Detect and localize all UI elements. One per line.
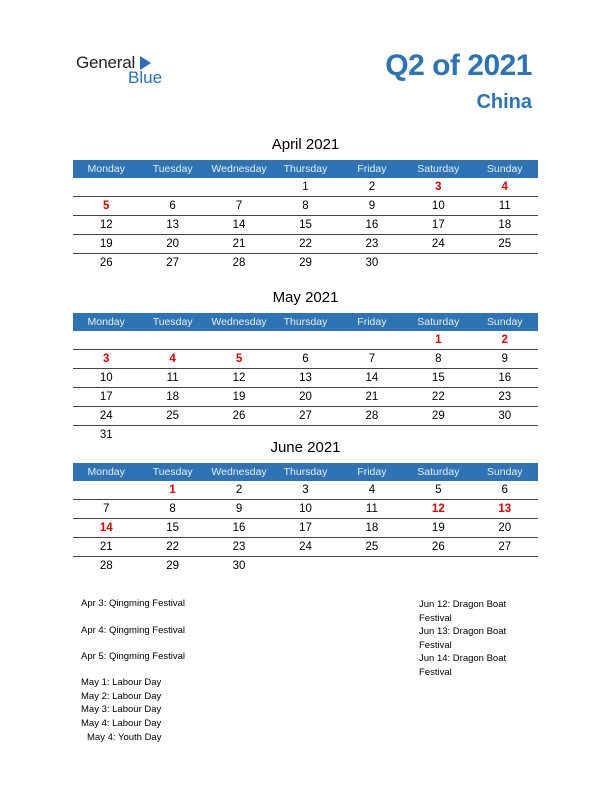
day-cell: 8 xyxy=(169,503,176,515)
holiday-entry: Jun 12: Dragon Boat Festival xyxy=(419,599,507,624)
day-cell: 19 xyxy=(99,238,113,250)
weekday-label: Thursday xyxy=(283,316,328,328)
day-cell: 29 xyxy=(166,560,180,572)
weekday-header xyxy=(73,463,538,481)
weekday-label: Saturday xyxy=(417,466,460,478)
week-row xyxy=(73,519,538,538)
day-cell: 26 xyxy=(431,541,445,553)
day-cell: 28 xyxy=(232,257,246,269)
holiday-day-cell: 1 xyxy=(169,484,176,496)
day-cell: 25 xyxy=(498,238,512,250)
day-cell: 8 xyxy=(435,353,442,365)
day-cell xyxy=(339,331,405,349)
day-cell: 7 xyxy=(103,503,110,515)
holiday-entry: Jun 14: Dragon Boat Festival xyxy=(419,653,507,678)
day-cell: 15 xyxy=(431,372,445,384)
month-title: April 2021 xyxy=(271,136,340,153)
day-cell xyxy=(73,481,139,499)
weekday-label: Wednesday xyxy=(211,466,267,478)
day-cell: 13 xyxy=(166,219,180,231)
day-cell: 17 xyxy=(99,391,113,403)
week-row xyxy=(73,235,538,254)
weekday-label: Monday xyxy=(87,316,125,328)
day-cell: 26 xyxy=(99,257,113,269)
holiday-list-right xyxy=(419,598,529,679)
day-cell: 28 xyxy=(99,560,113,572)
weekday-label: Saturday xyxy=(417,316,460,328)
day-cell xyxy=(139,178,205,196)
day-cell: 19 xyxy=(232,391,246,403)
weekday-label: Tuesday xyxy=(152,316,193,328)
day-cell: 24 xyxy=(99,410,113,422)
day-cell: 7 xyxy=(235,200,243,212)
day-cell: 6 xyxy=(169,200,176,212)
holiday-entry: Apr 5: Qingming Festival xyxy=(81,651,186,662)
day-cell: 27 xyxy=(299,410,312,422)
day-cell: 1 xyxy=(302,181,309,193)
day-cell: 19 xyxy=(431,522,445,534)
day-cell: 10 xyxy=(299,503,312,515)
day-cell: 24 xyxy=(299,541,312,553)
day-cell: 23 xyxy=(232,541,246,553)
week-row xyxy=(73,254,538,272)
holiday-day-cell: 5 xyxy=(235,353,243,365)
day-cell: 30 xyxy=(498,410,512,422)
weekday-label: Thursday xyxy=(283,466,328,478)
day-cell: 3 xyxy=(302,484,309,496)
week-row xyxy=(73,538,538,557)
day-cell: 5 xyxy=(435,484,442,496)
weekday-label: Sunday xyxy=(486,163,523,175)
day-cell: 4 xyxy=(368,484,376,496)
holiday-day-cell: 5 xyxy=(103,200,110,212)
day-cell: 21 xyxy=(232,238,246,250)
day-cell: 11 xyxy=(166,372,179,384)
week-row xyxy=(73,216,538,235)
day-cell: 27 xyxy=(166,257,180,269)
day-cell: 27 xyxy=(498,541,512,553)
month-title: June 2021 xyxy=(270,439,341,456)
day-cell: 25 xyxy=(365,541,379,553)
day-cell: 12 xyxy=(99,219,113,231)
day-cell: 29 xyxy=(299,257,312,269)
holiday-entry: May 2: Labour Day xyxy=(81,691,162,702)
month-calendar xyxy=(73,134,538,272)
weekday-header xyxy=(73,313,538,331)
day-cell: 9 xyxy=(501,353,508,365)
day-cell: 20 xyxy=(498,522,512,534)
holiday-day-cell: 3 xyxy=(435,181,442,193)
day-cell: 21 xyxy=(365,391,379,403)
day-cell: 10 xyxy=(99,372,113,384)
day-cell: 22 xyxy=(299,238,312,250)
day-cell: 7 xyxy=(368,353,376,365)
month-title: May 2021 xyxy=(272,289,339,306)
week-row xyxy=(73,407,538,426)
week-row xyxy=(73,350,538,369)
weekday-label: Thursday xyxy=(283,163,328,175)
day-cell xyxy=(206,178,272,196)
month-calendar xyxy=(73,437,538,575)
day-cell: 12 xyxy=(232,372,246,384)
day-cell: 20 xyxy=(166,238,180,250)
logo-blue-text: Blue xyxy=(128,68,163,87)
day-cell: 18 xyxy=(365,522,379,534)
weekday-label: Sunday xyxy=(486,466,523,478)
holiday-day-cell: 2 xyxy=(501,334,508,346)
day-cell: 24 xyxy=(431,238,445,250)
day-cell xyxy=(73,178,139,196)
day-cell: 28 xyxy=(365,410,379,422)
day-cell xyxy=(405,254,471,272)
day-cell xyxy=(472,254,538,272)
weekday-label: Monday xyxy=(87,163,125,175)
day-cell: 22 xyxy=(431,391,445,403)
day-cell: 26 xyxy=(232,410,246,422)
day-cell: 8 xyxy=(302,200,309,212)
weekday-header xyxy=(73,160,538,178)
day-cell: 22 xyxy=(166,541,180,553)
day-cell: 6 xyxy=(501,484,508,496)
day-cell xyxy=(272,331,338,349)
day-cell: 20 xyxy=(299,391,312,403)
weekday-label: Wednesday xyxy=(211,316,267,328)
day-cell: 11 xyxy=(498,200,511,212)
holiday-day-cell: 4 xyxy=(501,181,508,193)
weekday-label: Friday xyxy=(357,316,387,328)
week-row xyxy=(73,388,538,407)
day-cell: 9 xyxy=(368,200,376,212)
page-title: Q2 of 2021 xyxy=(385,49,532,82)
holiday-day-cell: 4 xyxy=(169,353,176,365)
country-name: China xyxy=(476,91,532,113)
day-cell: 14 xyxy=(232,219,246,231)
day-cell xyxy=(139,331,205,349)
holiday-day-cell: 13 xyxy=(498,503,512,515)
weekday-label: Monday xyxy=(87,466,125,478)
day-cell: 31 xyxy=(99,429,113,441)
week-row xyxy=(73,178,538,197)
logo-general-text: General xyxy=(76,53,136,72)
week-row xyxy=(73,481,538,500)
day-cell: 30 xyxy=(365,257,379,269)
day-cell: 15 xyxy=(166,522,180,534)
week-row xyxy=(73,557,538,575)
holiday-day-cell: 1 xyxy=(435,334,442,346)
holiday-entry: May 1: Labour Day xyxy=(81,677,162,688)
day-cell xyxy=(206,331,272,349)
day-cell: 6 xyxy=(302,353,309,365)
weekday-label: Saturday xyxy=(417,163,460,175)
day-cell: 2 xyxy=(235,484,243,496)
day-cell: 17 xyxy=(299,522,312,534)
week-row xyxy=(73,331,538,350)
holiday-day-cell: 14 xyxy=(99,522,113,534)
day-cell: 10 xyxy=(431,200,445,212)
weekday-label: Friday xyxy=(357,163,387,175)
day-cell xyxy=(339,557,405,575)
weekday-label: Tuesday xyxy=(152,466,193,478)
day-cell xyxy=(405,557,471,575)
day-cell: 9 xyxy=(235,503,243,515)
day-cell: 18 xyxy=(166,391,180,403)
holiday-entry: Apr 3: Qingming Festival xyxy=(81,598,186,609)
logo xyxy=(76,53,176,89)
holiday-entry: May 4: Youth Day xyxy=(87,732,162,743)
week-row xyxy=(73,500,538,519)
holiday-entry: Jun 13: Dragon Boat Festival xyxy=(419,626,507,651)
day-cell: 30 xyxy=(232,560,246,572)
week-row xyxy=(73,369,538,388)
weekday-label: Friday xyxy=(357,466,387,478)
day-cell: 14 xyxy=(365,372,379,384)
weekday-label: Wednesday xyxy=(211,163,267,175)
month-calendar xyxy=(73,287,538,444)
day-cell: 16 xyxy=(232,522,246,534)
day-cell: 25 xyxy=(166,410,180,422)
day-cell: 15 xyxy=(299,219,312,231)
day-cell: 18 xyxy=(498,219,512,231)
day-cell: 29 xyxy=(431,410,445,422)
holiday-entry: May 3: Labour Day xyxy=(81,704,162,715)
week-row xyxy=(73,197,538,216)
day-cell: 21 xyxy=(99,541,113,553)
weekday-label: Tuesday xyxy=(152,163,193,175)
day-cell: 17 xyxy=(431,219,445,231)
day-cell xyxy=(73,331,139,349)
holiday-day-cell: 3 xyxy=(103,353,110,365)
day-cell xyxy=(472,557,538,575)
day-cell: 23 xyxy=(498,391,512,403)
holiday-entry: May 4: Labour Day xyxy=(81,718,162,729)
holiday-entry: Apr 4: Qingming Festival xyxy=(81,625,186,636)
day-cell: 13 xyxy=(299,372,312,384)
day-cell: 2 xyxy=(368,181,376,193)
day-cell: 16 xyxy=(498,372,512,384)
day-cell: 11 xyxy=(365,503,378,515)
holiday-day-cell: 12 xyxy=(431,503,445,515)
day-cell: 16 xyxy=(365,219,379,231)
day-cell: 23 xyxy=(365,238,379,250)
day-cell xyxy=(272,557,338,575)
weekday-label: Sunday xyxy=(486,316,523,328)
